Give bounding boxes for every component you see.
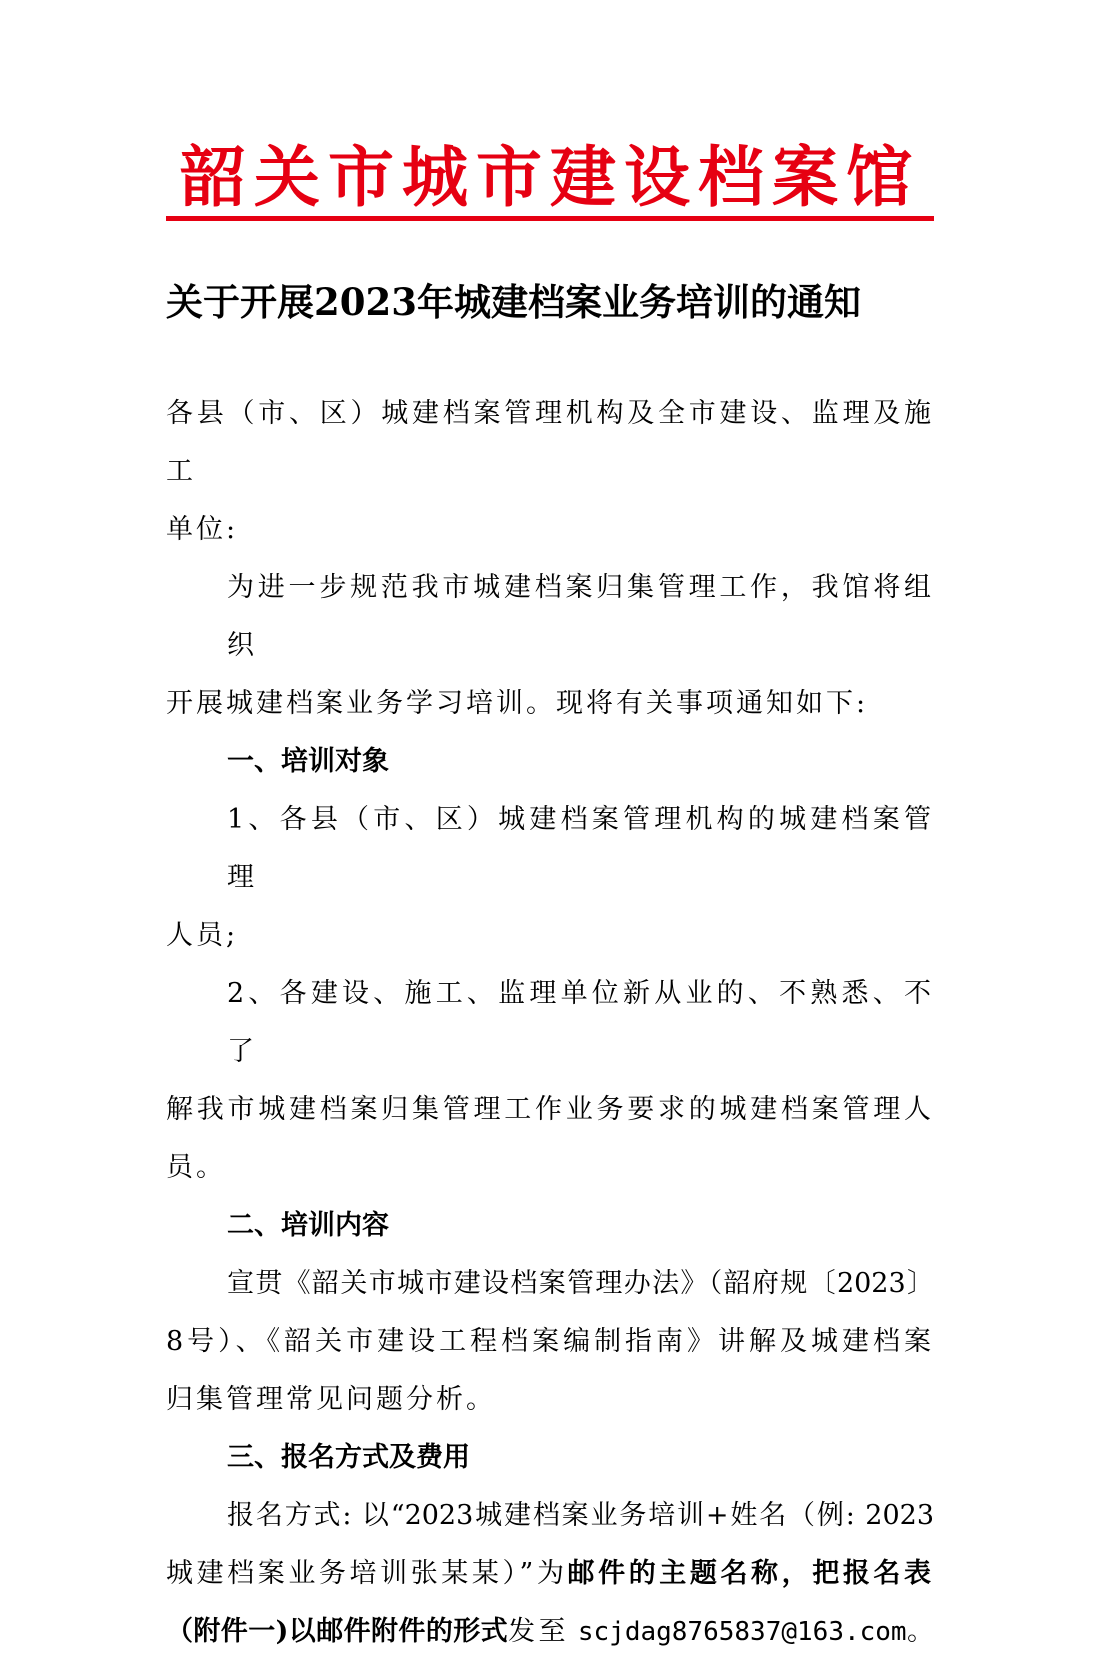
list-item-line: 1、各县（市、区）城建档案管理机构的城建档案管理 bbox=[227, 804, 934, 893]
content-paragraph-line: 宣贯《韶关市城市建设档案管理办法》（韶府规〔2023〕 bbox=[227, 1268, 934, 1299]
list-item-line: 2、各建设、施工、监理单位新从业的、不熟悉、不了 bbox=[227, 978, 934, 1067]
registration-emphasis: 邮件的主题名称，把报名表 bbox=[567, 1558, 934, 1589]
registration-paragraph-line bbox=[166, 1603, 934, 1661]
registration-emphasis: （附件一)以邮件附件的形式 bbox=[166, 1616, 509, 1647]
org-name-header: 韶关市城市建设档案馆 bbox=[180, 139, 920, 216]
intro-paragraph-line: 为进一步规范我市城建档案归集管理工作，我馆将组织 bbox=[227, 572, 934, 661]
registration-paragraph-line bbox=[166, 1545, 934, 1603]
list-item-line: 解我市城建档案归集管理工作业务要求的城建档案管理人 bbox=[166, 1094, 934, 1125]
addressee-line: 单位: bbox=[166, 514, 239, 545]
list-item-line: 人员; bbox=[166, 920, 239, 951]
document-body bbox=[166, 385, 934, 1661]
registration-text: 。 bbox=[906, 1616, 934, 1647]
header-red-rule bbox=[166, 216, 934, 221]
content-paragraph-line: 归集管理常见问题分析。 bbox=[166, 1384, 496, 1415]
section-heading: 三、报名方式及费用 bbox=[227, 1442, 470, 1473]
list-item-line: 员。 bbox=[166, 1152, 226, 1183]
registration-text: 城建档案业务培训张某某）”为 bbox=[166, 1558, 568, 1589]
registration-paragraph-line: 报名方式: 以“2023城建档案业务培训+姓名（例: 2023 bbox=[227, 1500, 934, 1531]
addressee-line: 各县（市、区）城建档案管理机构及全市建设、监理及施工 bbox=[166, 398, 934, 487]
registration-text: 发至 bbox=[508, 1616, 569, 1647]
document-title: 关于开展2023年城建档案业务培训的通知 bbox=[166, 280, 861, 324]
intro-paragraph-line: 开展城建档案业务学习培训。现将有关事项通知如下: bbox=[166, 688, 869, 719]
section-heading: 一、培训对象 bbox=[227, 746, 389, 777]
registration-email-address: scjdag8765837@163.com bbox=[577, 1617, 907, 1647]
section-heading: 二、培训内容 bbox=[227, 1210, 389, 1241]
content-paragraph-line: 8号）、《韶关市建设工程档案编制指南》讲解及城建档案 bbox=[166, 1326, 934, 1357]
